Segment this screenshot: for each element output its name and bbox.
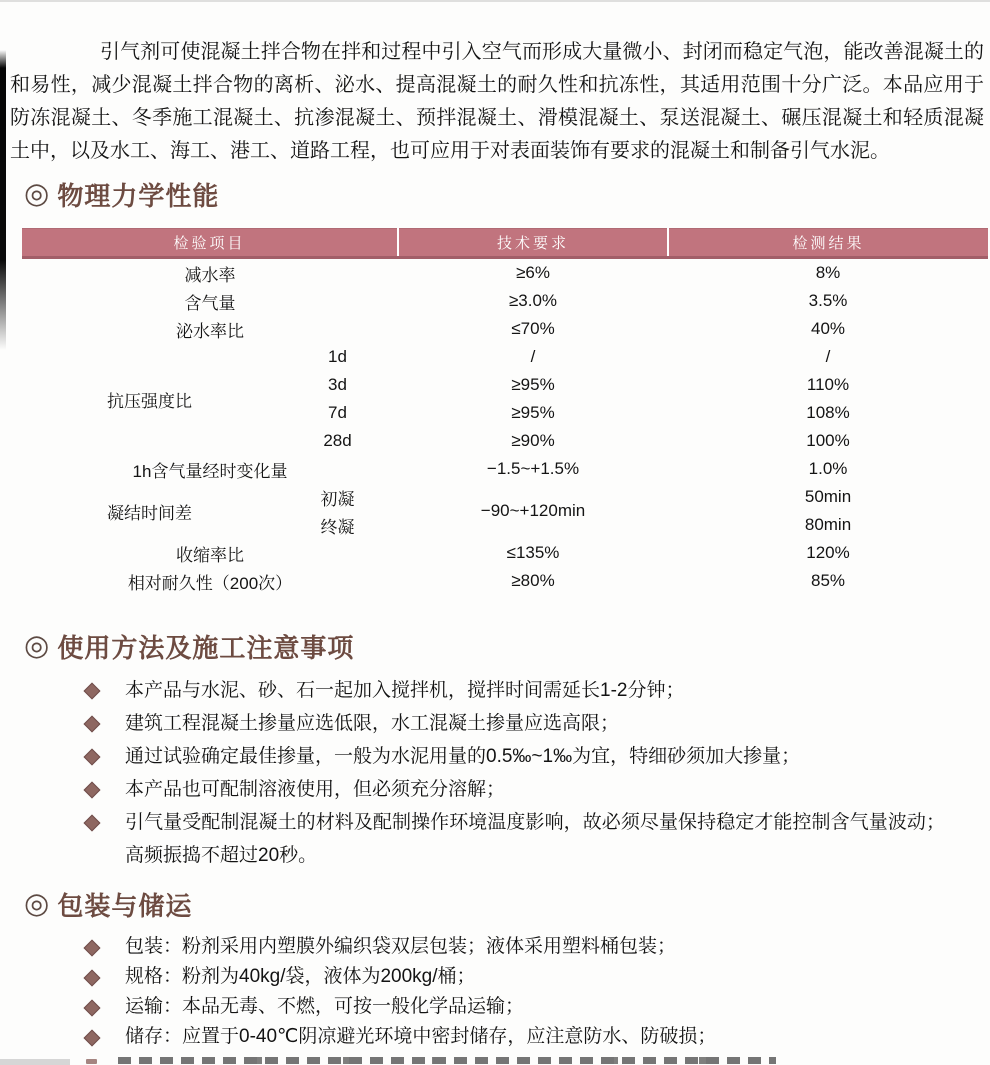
cell-subitem: 终凝 [320,517,355,537]
list-item [84,1022,716,1052]
cell-result: 80min [804,515,852,534]
section-title-text: 物理力学性能 [57,181,220,211]
list-item [84,674,945,707]
cell-requirement: ≥90% [511,431,555,450]
bullet-text: 储存：应置于0-40℃阴凉避光环境中密封储存，应注意防水、防破损； [125,1026,717,1047]
cell-subitem: 初凝 [320,489,355,509]
table-row [22,455,988,483]
cell-item: 相对耐久性（200次） [127,573,293,593]
diamond-bullet-icon [84,784,100,796]
cell-result: 1.0% [808,459,848,478]
col-header-requirement: 技术要求 [398,229,668,258]
section-title-packaging [24,886,192,923]
cell-subitem: 7d [328,403,347,422]
section-title-usage [24,628,354,665]
scan-edge-artifact-top [0,0,990,2]
properties-table [22,228,988,595]
diamond-bullet-icon [84,751,100,763]
list-item [84,962,716,992]
scan-edge-artifact-bottom [0,1059,70,1065]
cell-result: 50min [804,487,852,506]
cell-item-group: 凝结时间差 [107,503,192,523]
bullet-text: 本产品也可配制溶液使用，但必须充分溶解； [125,779,506,800]
cell-item-group: 抗压强度比 [107,391,192,411]
bullet-text: 规格：粉剂为40kg/袋，液体为200kg/桶； [125,966,476,987]
bullet-text: 建筑工程混凝土掺量应选低限，水工混凝土掺量应选高限； [125,713,620,734]
double-circle-icon: ◎ [24,630,51,662]
bullet-text: 包装：粉剂采用内塑膜外编织袋双层包装；液体采用塑料桶包装； [125,936,677,957]
diamond-bullet-icon [84,685,100,697]
section-title-physical [24,176,219,213]
cell-item: 1h含气量经时变化量 [132,461,288,481]
cell-result: 120% [806,543,850,562]
list-item [84,932,716,962]
double-circle-icon: ◎ [24,178,51,210]
diamond-bullet-icon [84,942,100,954]
cell-result: 100% [806,431,850,450]
cell-requirement: ≤135% [506,543,560,562]
list-item [84,806,945,872]
table-row [22,287,988,315]
intro-paragraph: 引气剂可使混凝土拌合物在拌和过程中引入空气而形成大量微小、封闭而稳定气泡，能改善混凝土的和易性，减少混凝土拌合物的离析、泌水、提高混凝土的耐久性和抗冻性，其适用范围十分广泛。本品应用于防冻混凝土、冬季施工混凝土、抗渗混凝土、预拌混凝土、滑模混凝土、泵送混凝土、碾压混凝土和轻质混凝土中，以及水工、海工、港工、道路工程，也可应用于对表面装饰有要求的混凝土和制备引气水泥。 [10,41,984,162]
list-item [84,992,716,1022]
bullet-text: 通过试验确定最佳掺量，一般为水泥用量的0.5‰~1‰为宜，特细砂须加大掺量； [125,746,801,767]
table-row [22,343,988,371]
diamond-bullet-icon [84,817,100,829]
cell-requirement: ≤70% [511,319,555,338]
table-row [22,539,988,567]
bullet-text: 本产品与水泥、砂、石一起加入搅拌机，搅拌时间需延长1-2分钟； [125,680,685,701]
usage-bullet-list [84,674,945,872]
cell-requirement: ≥3.0% [508,291,558,310]
cell-result: / [825,347,831,366]
cell-result: 40% [811,319,846,338]
cell-requirement: ≥95% [511,403,555,422]
table-row [22,315,988,343]
cell-requirement: −90~+120min [480,501,586,520]
diamond-bullet-icon [84,972,100,984]
cell-requirement: ≥6% [516,263,550,282]
cell-subitem: 3d [328,375,347,394]
section-title-text: 包装与储运 [57,891,193,921]
table-header-row [22,229,988,258]
cell-item: 收缩率比 [176,545,244,565]
cell-requirement: / [530,347,536,366]
list-item [84,773,945,806]
cell-requirement: −1.5~+1.5% [486,459,580,478]
section-title-text: 使用方法及施工注意事项 [57,633,355,663]
cell-result: 85% [811,571,846,590]
cell-item: 含气量 [184,293,236,313]
cell-result: 108% [806,403,850,422]
diamond-bullet-icon [84,718,100,730]
table-row [22,567,988,595]
cell-result: 3.5% [808,291,848,310]
col-header-result: 检测结果 [668,229,988,258]
scan-edge-artifact-left [0,50,6,350]
cell-requirement: ≥95% [511,375,555,394]
table-row [22,258,988,288]
cell-result: 110% [806,375,850,394]
diamond-bullet-icon [84,1002,100,1014]
cutoff-text-line [118,1057,776,1064]
col-header-item: 检验项目 [22,229,398,258]
list-item [84,740,945,773]
bullet-text: 运输：本品无毒、不燃，可按一般化学品运输； [125,996,525,1017]
packaging-bullet-list [84,932,716,1052]
double-circle-icon: ◎ [24,888,51,920]
diamond-bullet-icon [84,1032,100,1044]
table-row [22,483,988,511]
cell-item: 减水率 [184,265,236,285]
cell-subitem: 28d [323,431,352,450]
cell-result: 8% [815,263,841,282]
cutoff-bullet-fragment [86,1059,97,1064]
cell-item: 泌水率比 [176,321,244,341]
bullet-text: 引气量受配制混凝土的材料及配制操作环境温度影响，故必须尽量保持稳定才能控制含气量波动；高频振捣不超过20秒。 [125,812,945,866]
list-item [84,707,945,740]
cell-requirement: ≥80% [511,571,555,590]
cell-subitem: 1d [328,347,347,366]
